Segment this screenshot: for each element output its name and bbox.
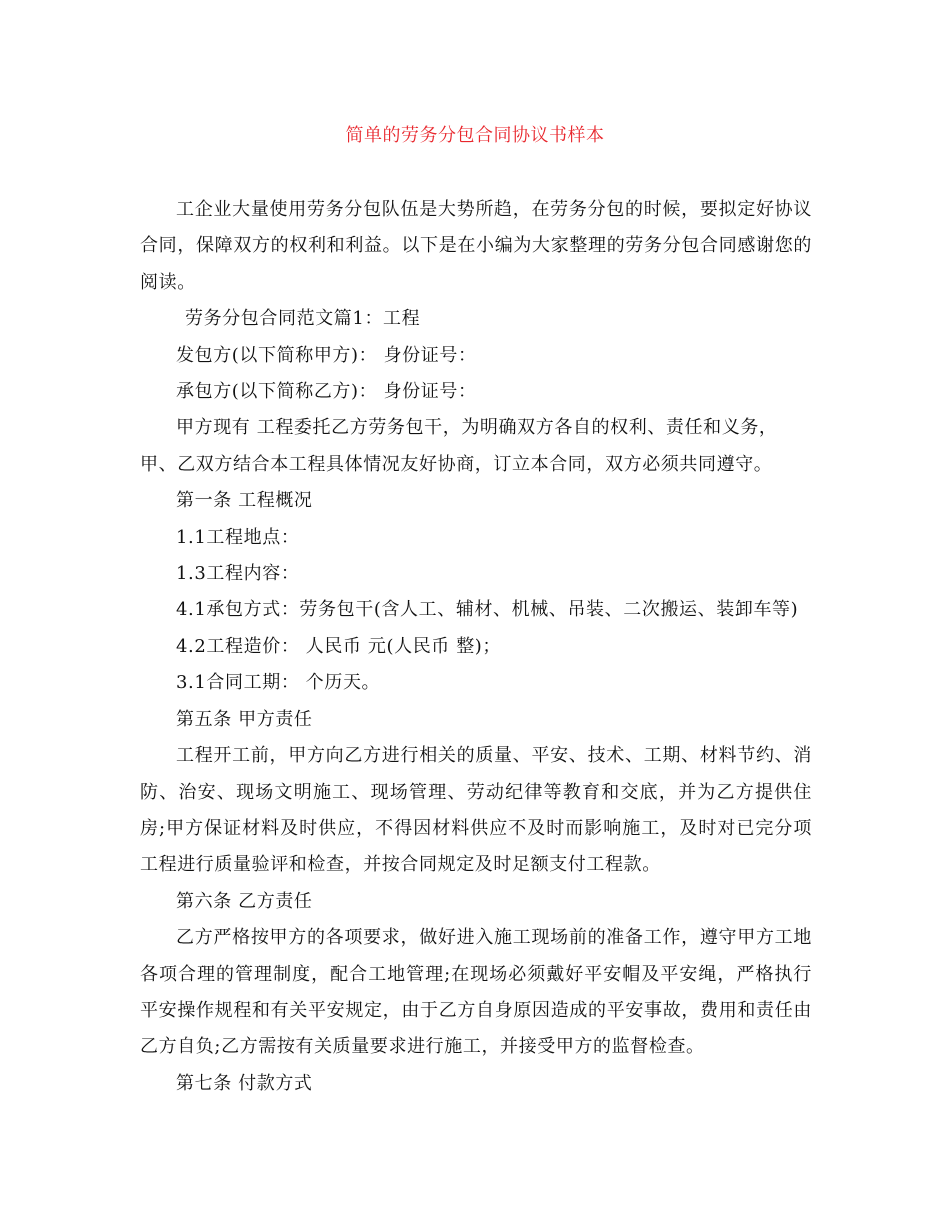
clause-1-3: 1.3工程内容： (176, 563, 300, 585)
sample-heading: 劳务分包合同范文篇1：工程 (185, 308, 421, 330)
preamble-line-1: 甲方现有 工程委托乙方劳务包干，为明确双方各自的权利、责任和义务， (176, 417, 778, 439)
article-5-paragraph: 工程开工前，甲方向乙方进行相关的质量、平安、技术、工期、材料节约、消防、治安、现场文明施工、现场管理、劳动纪律等教育和交底，并为乙方提供住房;甲方保证材料及时供应，不得因材料供应不及时而影响施工，及时对已完分项工程进行质量验评和检查，并按合同规定及时足额支付工程款。 (140, 745, 812, 876)
clause-4-1: 4.1承包方式：劳务包干(含人工、辅材、机械、吊装、二次搬运、装卸车等) (176, 599, 799, 621)
document-title: 简单的劳务分包合同协议书样本 (345, 125, 605, 146)
preamble-line-2: 甲、乙双方结合本工程具体情况友好协商，订立本合同，双方必须共同遵守。 (140, 453, 773, 475)
article-6-heading: 第六条 乙方责任 (176, 890, 313, 912)
clause-3-1: 3.1合同工期： 个历天。 (176, 672, 381, 694)
article-6-paragraph: 乙方严格按甲方的各项要求，做好进入施工现场前的准备工作，遵守甲方工地各项合理的管理制度，配合工地管理;在现场必须戴好平安帽及平安绳，严格执行平安操作规程和有关平安规定，由于乙方自身原因造成的平安事故，费用和责任由乙方自负;乙方需按有关质量要求进行施工，并接受甲方的监督检查。 (140, 927, 812, 1058)
intro-paragraph: 工企业大量使用劳务分包队伍是大势所趋，在劳务分包的时候，要拟定好协议合同，保障双方的权利和利益。以下是在小编为大家整理的劳务分包合同感谢您的阅读。 (140, 199, 812, 293)
document-body (140, 192, 812, 1102)
article-1-heading: 第一条 工程概况 (176, 490, 313, 512)
clause-1-1: 1.1工程地点： (176, 526, 300, 548)
article-7-heading: 第七条 付款方式 (176, 1072, 313, 1094)
clause-4-2: 4.2工程造价： 人民币 元(人民币 整)； (176, 635, 502, 657)
article-5-heading: 第五条 甲方责任 (176, 708, 313, 730)
contractor-line: 承包方(以下简称乙方)： 身份证号： (176, 381, 477, 403)
employer-line: 发包方(以下简称甲方)： 身份证号： (176, 344, 477, 366)
